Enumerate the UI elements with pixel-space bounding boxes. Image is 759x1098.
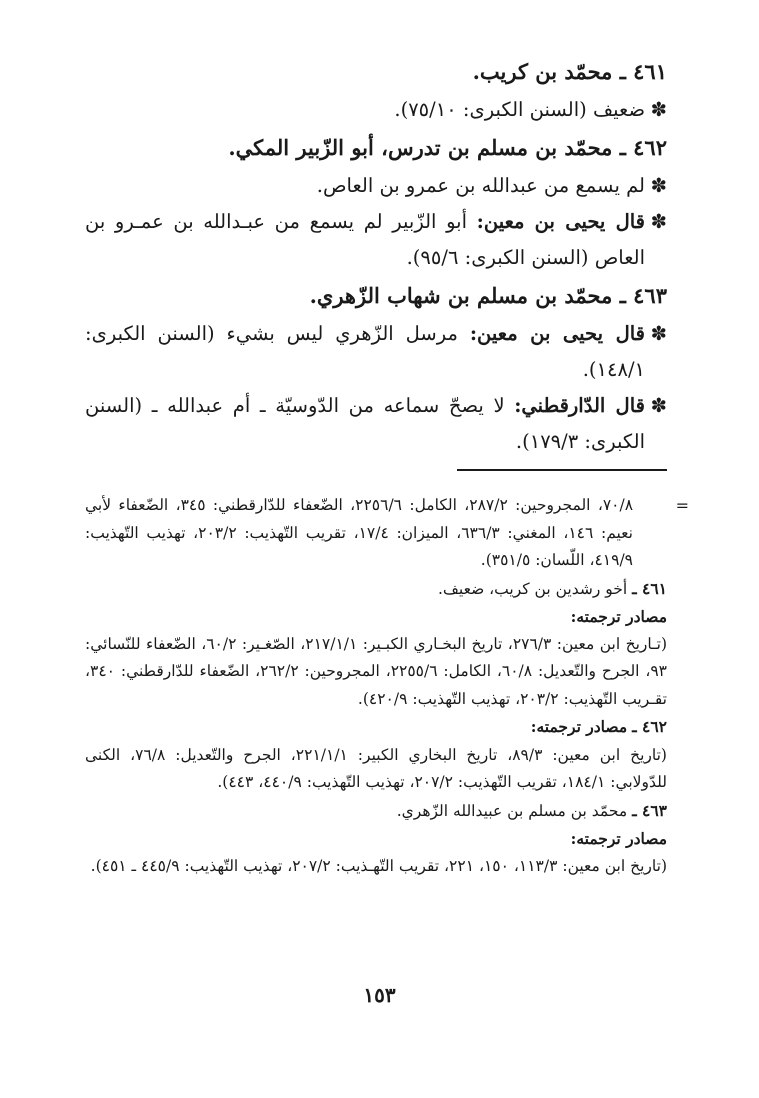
footnote-continuation: ٧٠/٨، المجروحين: ٢٨٧/٢، الكامل: ٢٢٥٦/٦، الضّعفاء للدّارقطني: ٣٤٥، الضّعفاء لأبي نعيم: ١٤٦، المغني: ٦٣٦/٣، الميزان: ١٧/٤، تقريب التّهذيب: ٢٠٣/٢، تهذيب التّهذيب: ٤١٩/٩، اللّسان: ٣٥١/٥). [85,496,634,569]
entry-title: محمّد بن مسلم بن تدرس، أبو الزّبير المكي. [228,135,613,160]
entry-note [85,92,667,128]
entry-title: محمّد بن مسلم بن شهاب الزّهري. [309,283,613,308]
footnote-item-463 [85,797,667,826]
entry-number: ٤٦١ ـ [619,59,667,84]
entry-note [85,388,667,460]
footnote-intro: أخو رشدين بن كريب، ضعيف. [437,579,628,598]
note-text: لا يصحّ سماعه من الدّوسيّة ـ أم عبدالله ـ (السنن الكبرى: ١٧٩/٣). [85,394,645,453]
asterisk-icon: ✽ [650,394,667,417]
footnote-sources: (تـاريخ ابن معين: ٢٧٦/٣، تاريخ البخـاري الكبـير: ٢١٧/١/١، الصّغـير: ٦٠/٢، الضّعفاء للنّسائي: ٩٣، الجرح والتّعديل: ٦٠/٨، الكامل: ٢٢٥٥/٦، المجروحين: ٢٦٢/٢، الضّعفاء للدّارقطني: ٣٤٠، تقـريب التّهذيب: ٢٠٣/٢، تهذيب التّهذيب: ٤٢٠/٩). [85,634,667,708]
footnote-sources: (تاريخ ابن معين: ٨٩/٣، تاريخ البخاري الكبير: ٢٢١/١/١، الجرح والتّعديل: ٧٦/٨، الكنى للدّولابي: ١٨٤/١، تقريب التّهذيب: ٢٠٧/٢، تهذيب التّهذيب: ٤٤٠/٩، ٤٤٣). [85,745,667,791]
entry-note [85,316,667,388]
asterisk-icon: ✽ [650,174,667,197]
footnote-intro: محمّد بن مسلم بن عبيدالله الزّهري. [396,801,628,820]
note-text: لم يسمع من عبدالله بن عمرو بن العاص. [316,174,645,197]
entry-463 [85,276,667,460]
note-text: مرسل الزّهري ليس بشيء (السنن الكبرى: ١٤٨/١). [85,322,645,381]
sources-label: مصادر ترجمته: [570,607,667,626]
sources-label: مصادر ترجمته: [530,717,628,736]
footnote-number: ٤٦١ ـ [632,578,667,598]
entry-title: محمّد بن كريب. [472,59,613,84]
entry-number: ٤٦٢ ـ [619,135,667,160]
note-lead: قال الدّارقطني: [514,394,645,417]
entry-heading [85,128,667,168]
footnote-divider [457,469,667,471]
footnote-number: ٤٦٣ ـ [632,800,667,820]
note-text: ضعيف (السنن الكبرى: ٧٥/١٠). [394,98,645,121]
note-lead: قال يحيى بن معين: [476,210,646,233]
page-number: ١٥٣ [363,983,396,1007]
note-lead: قال يحيى بن معين: [469,322,646,345]
entry-462 [85,128,667,276]
entry-461 [85,52,667,128]
asterisk-icon: ✽ [650,322,668,345]
note-text: أبو الزّبير لم يسمع من عبـدالله بن عمـرو بن العاص (السنن الكبرى: ٩٥/٦). [85,210,645,269]
asterisk-icon: ✽ [650,210,668,233]
sources-label: مصادر ترجمته: [570,829,667,848]
continuation-mark: = [675,496,689,515]
asterisk-icon: ✽ [650,98,667,121]
footnote-item-461 [85,575,667,604]
footnote-sources: (تاريخ ابن معين: ١١٣/٣، ١٥٠، ٢٢١، تقريب التّهـذيب: ٢٠٧/٢، تهذيب التّهذيب: ٤٤٥/٩ ـ ٤٥١). [90,856,667,875]
entry-heading [85,276,667,316]
entry-note [85,204,667,276]
footnote-number: ٤٦٢ ـ [632,717,667,736]
entry-note [85,168,667,204]
footnote-item-462 [85,713,667,742]
footnotes [85,492,689,880]
entry-number: ٤٦٣ ـ [619,283,667,308]
entries [85,52,667,460]
entry-heading [85,52,667,92]
